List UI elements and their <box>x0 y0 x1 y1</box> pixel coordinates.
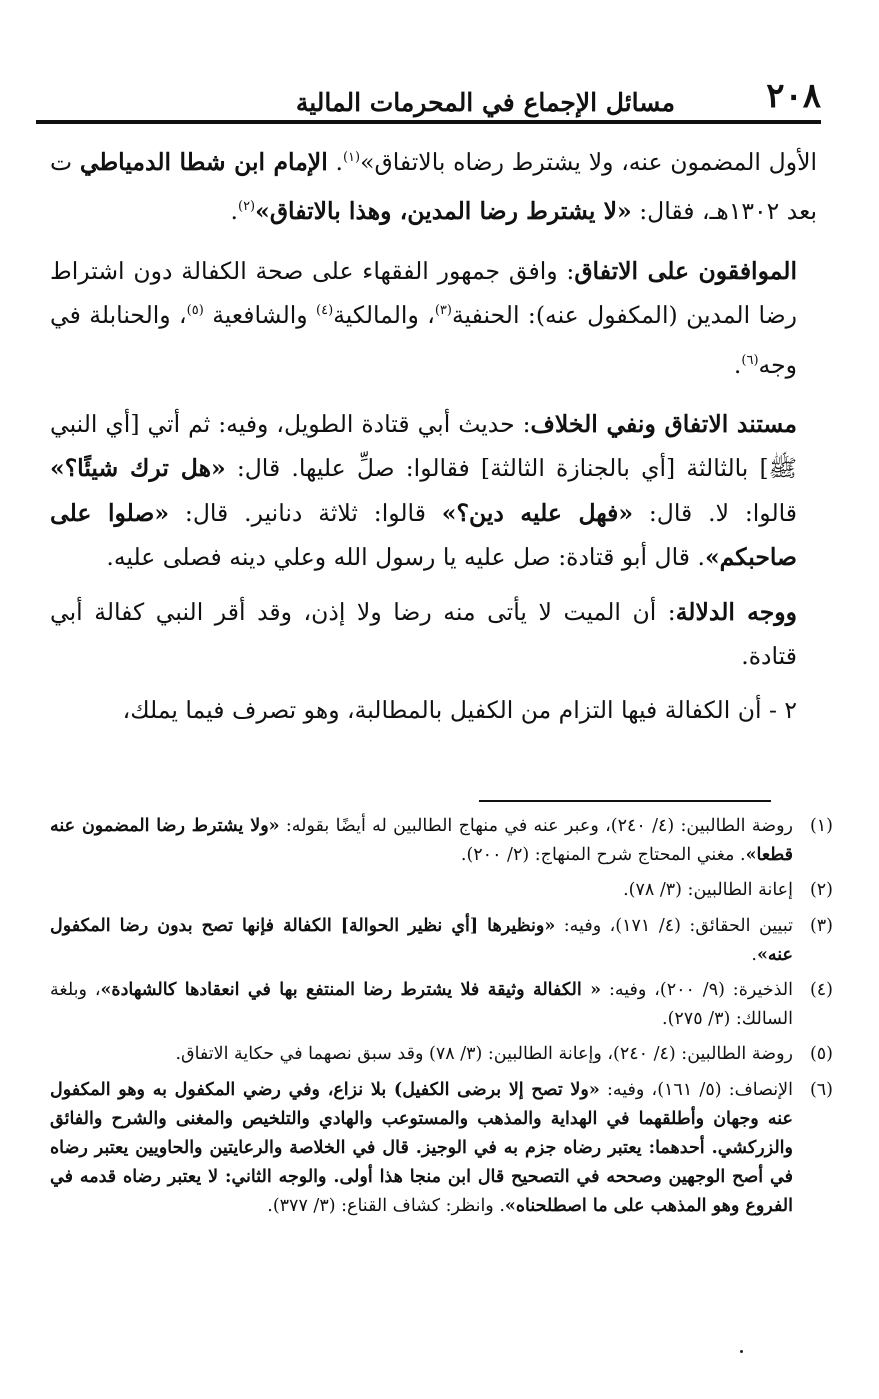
p2-text: : وافق جمهور الفقهاء على صحة الكفالة دون اشتراط رضا المدين (المكفول عنه): الحنفية <box>50 256 797 330</box>
p1-end: . <box>230 197 238 226</box>
p2-text-d: ، والحنابلة في وجه <box>50 301 797 379</box>
header-rule <box>36 120 821 124</box>
fn-part: روضة الطالبين: (٤/ ٢٤٠)، وعبر عنه في منهاج الطالبين له أيضًا بقوله: <box>279 816 793 836</box>
fn-quote: «ولا تصح إلا برضى الكفيل) بلا نزاع، وفي رضي المكفول به وهو المكفول عنه وجهان وأطلقهما في الهداية والمذهب والمستوعب والهادي والتلخيص والمغنى والشرح والفائق والزركشي. أحدهما: يعتبر رضاه جزم به في الوجيز. قال في الخلاصة والرعايتين والحاويين يعتبر رضاه في أصح الوجهين وصححه في التصحيح قال ابن منجا هذا أولى. والوجه الثاني: لا يعتبر رضاه قدمه في الفروع وهو المذهب على ما اصطلحناه» <box>50 1079 793 1217</box>
main-text <box>50 140 817 733</box>
fn-part: إعانة الطالبين: (٣/ ٧٨). <box>623 880 793 901</box>
footnote-ref-4[interactable]: (٤) <box>316 303 334 319</box>
fn-quote: « الكفالة وثيقة فلا يشترط رضا المنتفع بها في انعقادها كالشهادة» <box>100 980 602 1001</box>
imam-name: الإمام ابن شطا الدمياطي <box>79 148 328 176</box>
footnotes <box>50 812 833 1228</box>
hadith-quote-3: «صلوا على صاحبكم» <box>50 498 797 572</box>
imam-quote: «لا يشترط رضا المدين، وهذا بالاتفاق» <box>255 197 632 226</box>
fn-part: الإنصاف: (٥/ ١٦١)، وفيه: <box>599 1079 793 1100</box>
p3-text: : حديث أبي قتادة الطويل، وفيه: ثم أتي [أي النبي ﷺ] بالثالثة [أي بالجنازة الثالثة] فقالوا: صلِّ عليها. قال: <box>50 410 798 483</box>
fn-part: . مغني المحتاج شرح المنهاج: (٢/ ٢٠٠). <box>460 845 746 866</box>
p1-sep: . <box>327 148 343 176</box>
p3-text-c: قالوا: ثلاثة دنانير. قال: <box>169 498 442 527</box>
fn-part: . <box>751 944 757 965</box>
fn-part: تبيين الحقائق: (٤/ ١٧١)، وفيه: <box>555 915 793 936</box>
p1-text: الأول المضمون عنه، ولا يشترط رضاه بالاتفاق» <box>360 148 817 176</box>
footnote-text <box>50 976 793 1034</box>
footnote-number: (٣) <box>809 915 833 936</box>
paragraph-1 <box>50 140 817 239</box>
paragraph-3 <box>50 402 817 580</box>
paragraph-2 <box>50 249 817 392</box>
section-label-basis: مستند الاتفاق ونفي الخلاف <box>530 410 797 439</box>
footnote-text <box>50 876 793 905</box>
footnote-1 <box>50 812 833 870</box>
fn-quote: «ونظيرها [أي نظير الحوالة] الكفالة فإنها تصح بدون رضا المكفول عنه» <box>50 915 793 965</box>
p2-text-b: ، والمالكية <box>333 301 435 330</box>
page-header <box>36 72 821 122</box>
paragraph-5 <box>50 688 817 732</box>
p3-text-b: قالوا: لا. قال: <box>633 498 797 527</box>
footnote-separator <box>479 800 771 802</box>
footnote-number: (٥) <box>809 1044 833 1065</box>
fn-part: روضة الطالبين: (٤/ ٢٤٠)، وإعانة الطالبين: (٣/ ٧٨) وقد سبق نصهما في حكاية الاتفاق. <box>175 1044 793 1065</box>
p3-text-d: . قال أبو قتادة: صل عليه يا رسول الله وعلي دينه فصلى عليه. <box>106 543 705 572</box>
p2-end: . <box>733 350 742 379</box>
running-title: مسائل الإجماع في المحرمات المالية <box>295 88 675 117</box>
footnote-6 <box>50 1076 833 1222</box>
hadith-quote-1: «هل ترك شيئًا؟» <box>50 454 226 483</box>
footnote-number: (٦) <box>809 1079 833 1100</box>
footnote-ref-5[interactable]: (٥) <box>186 303 204 319</box>
fn-quote: «ولا يشترط رضا المضمون عنه قطعا» <box>50 816 793 866</box>
footnote-number: (٢) <box>809 880 833 901</box>
footnote-2 <box>50 876 833 905</box>
footnote-ref-2[interactable]: (٢) <box>237 199 256 215</box>
footnote-number: (١) <box>809 816 833 836</box>
hadith-quote-2: «فهل عليه دين؟» <box>441 498 634 527</box>
footnote-4 <box>50 976 833 1034</box>
footnote-text <box>50 812 793 870</box>
footnote-ref-1[interactable]: (١) <box>342 150 361 165</box>
section-label-agreeing: الموافقون على الاتفاق <box>574 256 797 285</box>
page-number: ٢٠٨ <box>766 76 821 116</box>
footnote-number: (٤) <box>809 980 833 1001</box>
footnote-text <box>50 1040 793 1069</box>
paragraph-4 <box>50 590 817 679</box>
section-label-evidence: ووجه الدلالة <box>675 597 797 626</box>
fn-part: ، وبلغة السالك: (٣/ ٢٧٥). <box>50 980 793 1030</box>
footnote-text <box>50 1076 793 1222</box>
print-speck <box>740 1350 743 1353</box>
p5-text: ٢ - أن الكفالة فيها التزام من الكفيل بالمطالبة، وهو تصرف فيما يملك، <box>122 696 797 725</box>
footnote-ref-6[interactable]: (٦) <box>741 352 759 368</box>
p2-text-c: والشافعية <box>203 301 317 330</box>
footnote-text <box>50 912 793 970</box>
p1-text-c: ت بعد ١٣٠٢هـ، فقال: <box>50 148 817 226</box>
fn-part: الذخيرة: (٩/ ٢٠٠)، وفيه: <box>601 980 794 1001</box>
footnote-5 <box>50 1040 833 1069</box>
fn-part: . وانظر: كشاف القناع: (٣/ ٣٧٧). <box>267 1196 505 1217</box>
p4-text: : أن الميت لا يأتى منه رضا ولا إذن، وقد أقر النبي كفالة أبي قتادة. <box>50 597 797 671</box>
footnote-3 <box>50 912 833 970</box>
footnote-ref-3[interactable]: (٣) <box>434 303 452 319</box>
